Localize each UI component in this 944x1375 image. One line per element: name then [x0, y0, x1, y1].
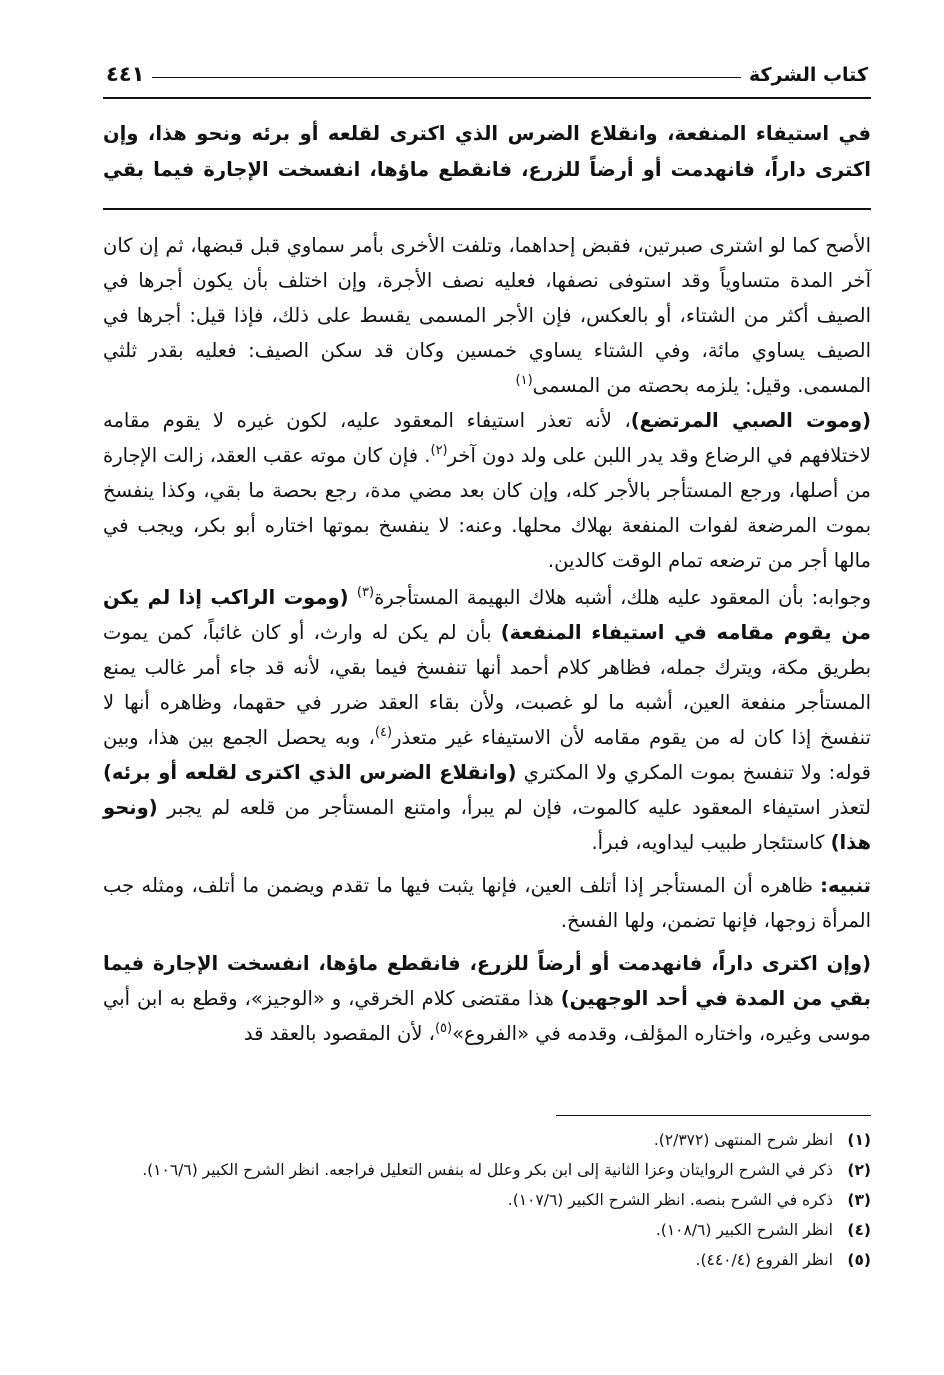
- footnote-number: (١): [847, 1131, 871, 1149]
- matn-text: [103, 116, 871, 188]
- footnote-number: (٤): [847, 1221, 871, 1239]
- footnote-ref[interactable]: (٣): [356, 585, 375, 600]
- tanbih-paragraph: [103, 868, 871, 938]
- text-run: ، لأنه تعذر استيفاء المعقود عليه، لكون غيره لا يقوم مقامه لاختلافهم في الرضاع وقد يدر اللبن على ولد دون آخر: [103, 409, 871, 467]
- tanbih-label: تنبيه:: [820, 874, 871, 897]
- matn-sharh-divider: [103, 208, 871, 210]
- matn-quote: (ونحو هذا): [103, 796, 871, 854]
- sharh-text: [103, 228, 871, 1053]
- footnote-item: [103, 1216, 871, 1244]
- text-run: وجوابه: بأن المعقود عليه هلك، أشبه هلاك البهيمة المستأجرة: [374, 586, 871, 609]
- footnote-item: [103, 1156, 871, 1184]
- matn-quote: (وإن اكترى داراً، فانهدمت أو أرضاً للزرع، فانقطع ماؤها، انفسخت الإجارة فيما بقي من المدة في أحد الوجهين): [103, 952, 871, 1010]
- footnote-text: ذكره في الشرح بنصه. انظر الشرح الكبير (١٠٧/٦).: [507, 1191, 833, 1209]
- footnote-number: (٢): [847, 1161, 871, 1179]
- running-header: [106, 50, 868, 86]
- text-run: لتعذر استيفاء المعقود عليه كالموت، فإن لم يبرأ، وامتنع المستأجر من قلعه لم يجبر: [157, 796, 871, 819]
- text-run: كاستئجار طبيب ليداويه، فبرأ.: [591, 831, 831, 854]
- text-run: هذا مقتضى كلام الخرقي، و «الوجيز»، وقطع به ابن أبي موسى وغيره، واختاره المؤلف، وقدمه في «الفروع»: [103, 987, 871, 1045]
- text-run: ، وبه يحصل الجمع بين هذا، وبين قوله: ولا تنفسخ بموت المكري ولا المكتري: [103, 726, 871, 784]
- matn-quote: (وانقلاع الضرس الذي اكترى لقلعه أو برئه): [103, 761, 517, 784]
- matn-line-2: اكترى داراً، فانهدمت أو أرضاً للزرع، فانقطع ماؤها، انفسخت الإجارة فيما بقي: [103, 158, 871, 181]
- header-line: [152, 77, 741, 78]
- footnotes: [103, 1126, 871, 1276]
- footnote-text: انظر الشرح الكبير (١٠٨/٦).: [655, 1221, 833, 1239]
- text-run: . فإن كان موته عقب العقد، زالت الإجارة من أصلها، ورجع المستأجر بالأجر كله، وإن كان بعد مضي مدة، رجع بحصة ما بقي، وكذا ينفسخ بموت المرضعة لفوات المنفعة بهلاك محلها. وعنه: لا ينفسخ بموتها اختاره أبو بكر، ويجب في مالها أجر من ترضعه تمام الوقت كالدين.: [103, 444, 871, 572]
- page-number: ٤٤١: [106, 62, 145, 86]
- footnote-item: [103, 1186, 871, 1214]
- sharh-paragraph-3: [103, 946, 871, 1051]
- footnote-separator: [556, 1115, 871, 1116]
- text-run: الأصح كما لو اشترى صبرتين، فقبض إحداهما، وتلفت الأخرى بأمر سماوي قبل قبضها، ثم إن كان آخر المدة متساوياً وقد استوفى نصفها، فعليه نصف الأجرة، وإن اختلف بأن يكون أجرها في الصيف أكثر من الشتاء، أو بالعكس، فإن الأجر المسمى يقسط على ذلك، فإذا قيل: أجرها في الصيف يساوي مائة، وفي الشتاء يساوي خمسين وكان قد سكن الصيف: فعليه بقدر ثلثي المسمى. وقيل: يلزمه بحصته من المسمى: [103, 234, 871, 397]
- matn-quote: (وموت الراكب إذا لم يكن من يقوم مقامه في استيفاء المنفعة): [103, 586, 871, 644]
- footnote-item: [103, 1246, 871, 1274]
- book-title: كتاب الشركة: [748, 64, 868, 86]
- footnote-ref[interactable]: (٥): [434, 1021, 453, 1036]
- footnote-ref[interactable]: (٢): [430, 443, 448, 458]
- footnote-text: ذكر في الشرح الروايتان وعزا الثانية إلى ابن بكر وعلل له بنفس التعليل فراجعه. انظر الشرح الكبير (١٠٦/٦).: [142, 1161, 833, 1179]
- footnote-text: انظر الفروع (٤٤٠/٤).: [695, 1251, 833, 1269]
- header-rule: [103, 97, 871, 99]
- sharh-paragraph-2: [103, 580, 871, 860]
- matn-quote: (وموت الصبي المرتضع): [630, 409, 871, 432]
- footnote-text: انظر شرح المنتهى (٢/٣٧٢).: [653, 1131, 833, 1149]
- matn-line-1: في استيفاء المنفعة، وانقلاع الضرس الذي اكترى لقلعه أو برئه ونحو هذا، وإن: [103, 122, 871, 145]
- text-run: بأن لم يكن له وارث، أو كان غائباً، كمن يموت بطريق مكة، ويترك جمله، فظاهر كلام أحمد أنها تنفسخ فيما بقي، لأنه قد جاء أمر غالب يمنع المستأجر منفعة العين، أشبه ما لو غصبت، ولأن بقاء العقد ضرر في حقهما، وظاهره أنها لا تنفسخ إذا كان له من يقوم مقامه لأن الاستيفاء غير متعذر: [103, 621, 871, 749]
- footnote-ref[interactable]: (١): [515, 373, 533, 388]
- footnote-item: [103, 1126, 871, 1154]
- text-run: ظاهره أن المستأجر إذا أتلف العين، فإنها يثبت فيها ما تقدم ويضمن ما أتلف، ومثله جب المرأة زوجها، فإنها تضمن، ولها الفسخ.: [103, 874, 871, 932]
- text-run: ، لأن المقصود بالعقد قد: [243, 1022, 435, 1045]
- footnote-ref[interactable]: (٤): [374, 725, 393, 740]
- footnote-number: (٣): [847, 1191, 871, 1209]
- footnote-number: (٥): [847, 1251, 871, 1269]
- sharh-paragraph-1: [103, 228, 871, 578]
